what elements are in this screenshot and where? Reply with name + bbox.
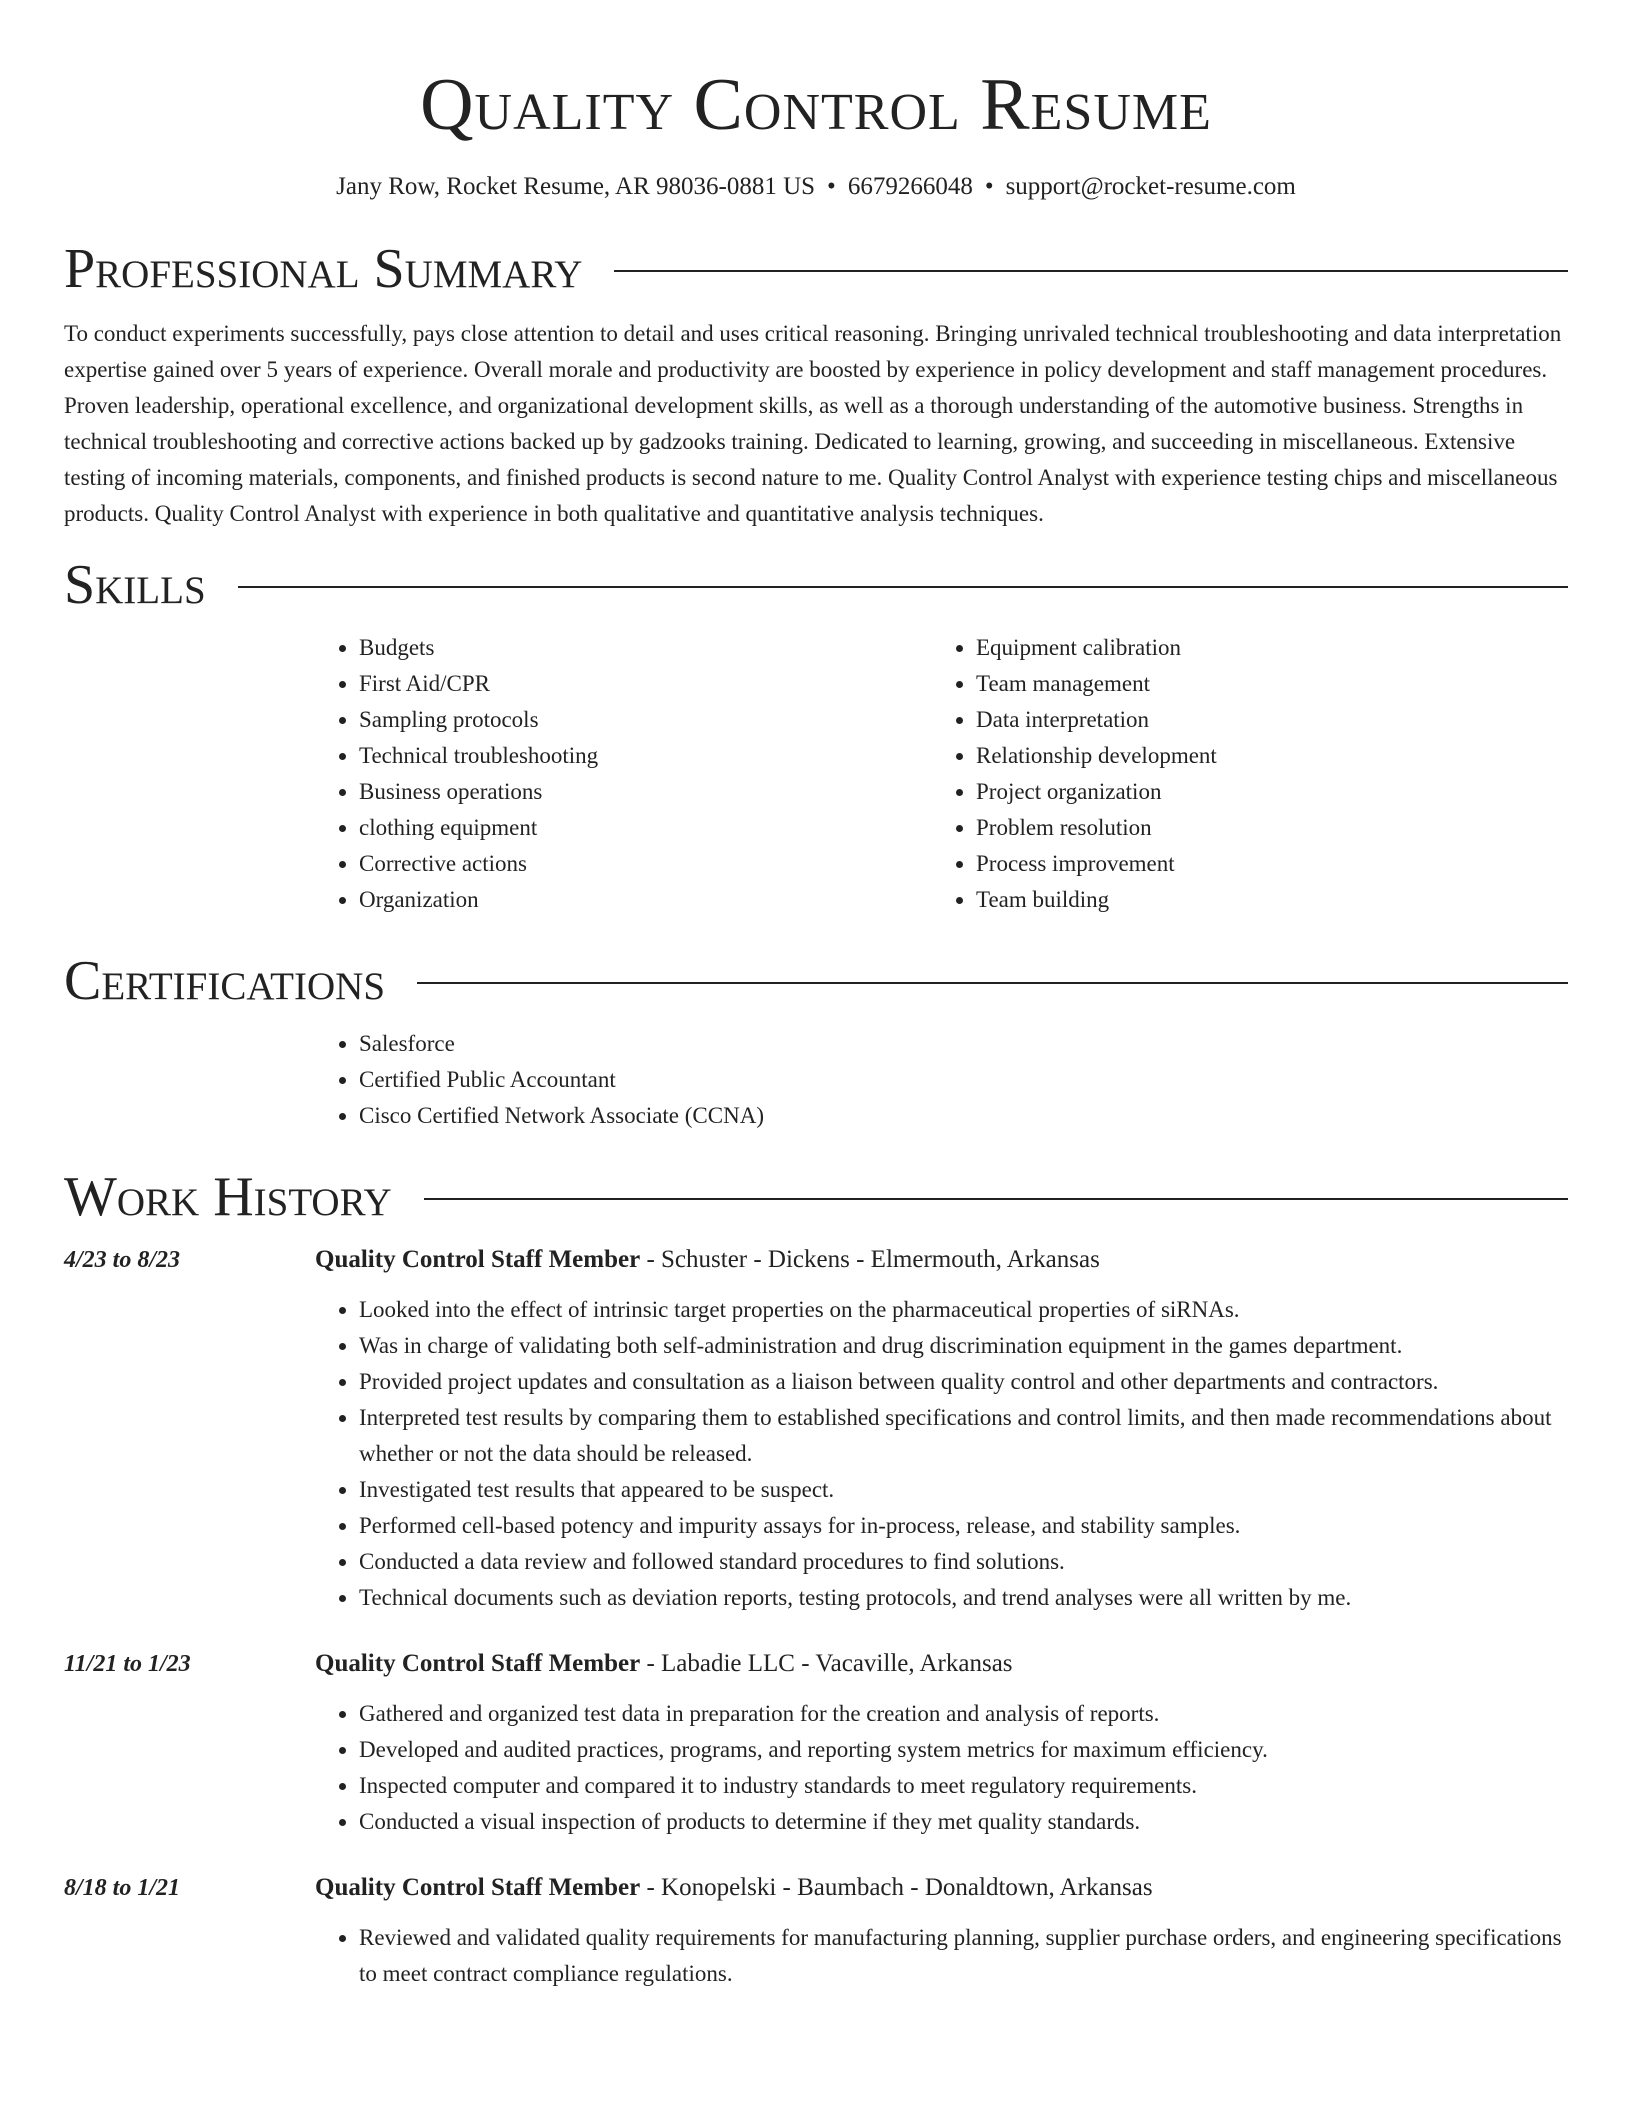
- job-header: [64, 1242, 1568, 1278]
- job-bullet: • Inspected computer and compared it to industry standards to meet regulatory requirements.: [359, 1768, 1568, 1804]
- job-bullet: • Looked into the effect of intrinsic target properties on the pharmaceutical properties of siRNAs.: [359, 1292, 1568, 1328]
- skills-column-right: [932, 630, 1549, 918]
- job-entry: [64, 1870, 1568, 1992]
- job-header: [64, 1870, 1568, 1906]
- certifications-heading: Certifications: [64, 950, 386, 1012]
- job-title-line: [315, 1242, 1100, 1278]
- job-bullet-list: [315, 1292, 1568, 1616]
- job-bullet: • Developed and audited practices, programs, and reporting system metrics for maximum efficiency.: [359, 1732, 1568, 1768]
- job-bullet: • Was in charge of validating both self-administration and drug discrimination equipment in the games department.: [359, 1328, 1568, 1364]
- contact-separator: •: [827, 173, 836, 200]
- skill-item: • Corrective actions: [359, 846, 932, 882]
- skill-item: • Process improvement: [976, 846, 1549, 882]
- certifications-list: [315, 1026, 1568, 1134]
- skill-item: • Project organization: [976, 774, 1549, 810]
- job-bullet: • Interpreted test results by comparing them to established specifications and control limits, and then made recommendations about whether or not the data should be released.: [359, 1400, 1568, 1472]
- skill-item: • Equipment calibration: [976, 630, 1549, 666]
- job-role: Quality Control Staff Member: [315, 1246, 641, 1273]
- job-entry: [64, 1646, 1568, 1840]
- certifications-section-header: [64, 948, 1568, 1014]
- skill-item: • Team building: [976, 882, 1549, 918]
- skill-item: • Technical troubleshooting: [359, 738, 932, 774]
- job-bullet: • Investigated test results that appeared to be suspect.: [359, 1472, 1568, 1508]
- work-history-section-header: [64, 1164, 1568, 1230]
- job-role: Quality Control Staff Member: [315, 1650, 641, 1677]
- skills-grid: [315, 630, 1568, 918]
- job-bullet: • Reviewed and validated quality requirements for manufacturing planning, supplier purchase orders, and engineering specifications to meet contract compliance regulations.: [359, 1920, 1568, 1992]
- certification-item: • Certified Public Accountant: [359, 1062, 1568, 1098]
- job-bullet: • Technical documents such as deviation reports, testing protocols, and trend analyses were all written by me.: [359, 1580, 1568, 1616]
- job-title-line: [315, 1870, 1153, 1906]
- job-bullet: • Conducted a visual inspection of products to determine if they met quality standards.: [359, 1804, 1568, 1840]
- skills-column-left: [315, 630, 932, 918]
- job-employer: - Schuster - Dickens - Elmermouth, Arkansas: [640, 1246, 1100, 1273]
- skill-item: • First Aid/CPR: [359, 666, 932, 702]
- job-title-line: [315, 1646, 1013, 1682]
- job-employer: - Konopelski - Baumbach - Donaldtown, Arkansas: [640, 1874, 1153, 1901]
- job-dates: 4/23 to 8/23: [64, 1247, 181, 1273]
- section-divider: [614, 270, 1568, 272]
- skill-item: • Organization: [359, 882, 932, 918]
- skill-item: • Business operations: [359, 774, 932, 810]
- contact-separator: •: [984, 173, 994, 200]
- job-entry: [64, 1242, 1568, 1616]
- skills-section-header: [64, 552, 1568, 618]
- contact-address: Jany Row, Rocket Resume, AR 98036-0881 US: [336, 173, 816, 200]
- job-dates: 11/21 to 1/23: [64, 1651, 191, 1677]
- job-bullet: • Performed cell-based potency and impurity assays for in-process, release, and stability samples.: [359, 1508, 1568, 1544]
- contact-phone: 6679266048: [847, 173, 973, 200]
- job-duties: [315, 1696, 1568, 1840]
- job-dates: 8/18 to 1/21: [64, 1875, 181, 1901]
- job-header: [64, 1646, 1568, 1682]
- job-bullet-list: [315, 1920, 1568, 1992]
- certification-item: • Cisco Certified Network Associate (CCNA): [359, 1098, 1568, 1134]
- resume-page: [64, 0, 1568, 1992]
- job-bullet: • Gathered and organized test data in preparation for the creation and analysis of reports.: [359, 1696, 1568, 1732]
- section-divider: [424, 1198, 1568, 1200]
- skill-item: • Team management: [976, 666, 1549, 702]
- job-role: Quality Control Staff Member: [315, 1874, 641, 1901]
- job-bullet: • Provided project updates and consultation as a liaison between quality control and other departments and contractors.: [359, 1364, 1568, 1400]
- skills-list-left: [315, 630, 932, 918]
- skill-item: • Data interpretation: [976, 702, 1549, 738]
- section-divider: [238, 586, 1568, 588]
- skills-heading: Skills: [64, 554, 206, 616]
- certification-item: • Salesforce: [359, 1026, 1568, 1062]
- summary-text: To conduct experiments successfully, pays close attention to detail and uses critical reasoning. Bringing unrivaled technical troubleshooting and data interpretation expertise gained over 5 years of experience. Overall morale and productivity are boosted by experience in policy development and staff management procedures. Proven leadership, operational excellence, and organizational development skills, as well as a thorough understanding of the automotive business. Strengths in technical troubleshooting and corrective actions backed up by gadzooks training. Dedicated to learning, growing, and succeeding in miscellaneous. Extensive testing of incoming materials, components, and finished products is second nature to me. Quality Control Analyst with experience testing chips and miscellaneous products. Quality Control Analyst with experience in both qualitative and quantitative analysis techniques.: [64, 321, 1562, 526]
- job-duties: [315, 1920, 1568, 1992]
- work-history-heading: Work History: [64, 1166, 392, 1228]
- skill-item: • Budgets: [359, 630, 932, 666]
- job-duties: [315, 1292, 1568, 1616]
- section-divider: [417, 982, 1568, 984]
- contact-email[interactable]: support@rocket-resume.com: [1005, 173, 1296, 200]
- skill-item: • clothing equipment: [359, 810, 932, 846]
- job-employer: - Labadie LLC - Vacaville, Arkansas: [640, 1650, 1013, 1677]
- skills-list-right: [932, 630, 1549, 918]
- skill-item: • Problem resolution: [976, 810, 1549, 846]
- resume-title: Quality Control Resume: [420, 64, 1212, 146]
- summary-section-header: [64, 236, 1568, 302]
- contact-line: [64, 170, 1568, 204]
- job-bullet: • Conducted a data review and followed standard procedures to find solutions.: [359, 1544, 1568, 1580]
- skill-item: • Relationship development: [976, 738, 1549, 774]
- certifications-block: [315, 1026, 1568, 1134]
- summary-heading: Professional Summary: [64, 238, 583, 300]
- job-bullet-list: [315, 1696, 1568, 1840]
- skill-item: • Sampling protocols: [359, 702, 932, 738]
